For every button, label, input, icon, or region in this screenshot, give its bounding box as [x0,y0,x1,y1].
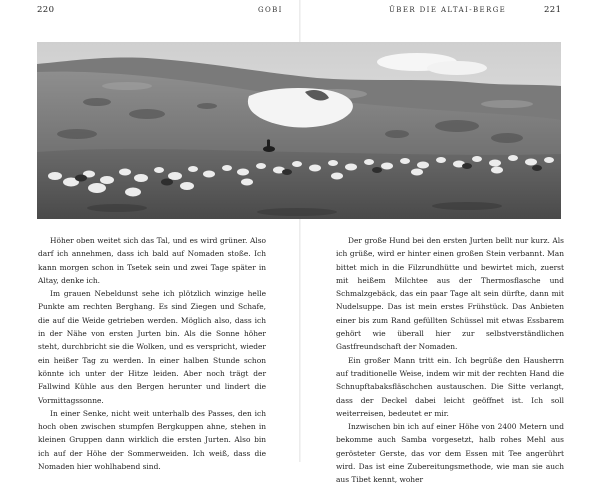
right-text-column [336,234,564,487]
left-page-number: 220 [37,5,55,15]
right-paragraph: Der große Hund bei den ersten Jurten bellt nur kurz. Als ich grüße, wird er hinter einen großen Stein verbannt. Man bittet mich in die Filzrundhütte und bewirtet mich, zuerst mit heißem Milchtee aus der Thermosflasche und Schmalzgebäck, das ein paar Tage alt sein dürfte, dann mit Nudelsuppe. Das ist mein erstes Frühstück. Das Anbieten einer bis zum Rand gefüllten Schüssel mit etwas Essbarem gehört wie überall hier zur selbstverständlichen Gastfreundschaft der Nomaden. [336,236,564,352]
left-text-column [38,234,266,473]
right-paragraph: Inzwischen bin ich auf einer Höhe von 2400 Metern und bekomme auch Samba vorgesetzt, halb rohes Mehl aus gerösteter Gerste, das vor dem Essen mit Tee angerührt wird. Das ist eine Zubereitungsmethode, wie man sie auch aus Tibet kennt, woher [336,422,564,485]
left-paragraph: In einer Senke, nicht weit unterhalb des Passes, den ich hoch oben zwischen stumpfen Bergkuppen ahne, stehen in kleinen Gruppen dann wirklich die ersten Jurten. Also bin ich auf der Höhe der Sommerweiden. Ich weiß, dass die Nomaden hier wohlhabend sind. [38,408,266,472]
right-paragraph: Ein großer Mann tritt ein. Ich begrüße den Hausherrn auf traditionelle Weise, indem wir mit der rechten Hand die Schnupftabaksfläschchen austauschen. Die Sitte verlangt, dass der Deckel dabei leicht geöffnet ist. Ich soll weiterreisen, bedeutet er mir. [336,355,564,418]
left-paragraph: Im grauen Nebeldunst sehe ich plötzlich winzige helle Punkte am rechten Berghang. Es sind Ziegen und Schafe, die auf die Weide getrieben werden. Möglich also, dass ich in der Nähe von ersten Jurten bin. Als die Sonne höher steht, durchbricht sie die Wolken, und es verspricht, wieder ein heißer Tag zu werden. In einer halben Stunde schon könnte ich unter der Hitze leiden. Aber noch trägt der Fallwind Kühle aus den Bergen herunter und lindert die Vormittagssonne. [38,289,266,405]
left-paragraph: Höher oben weitet sich das Tal, und es wird grüner. Also darf ich annehmen, dass ich bald auf Nomaden stoße. Ich kann morgen schon in Tsetek sein und zwei Tage später in Altay, denke ich. [38,236,266,285]
landscape-photo [37,42,561,219]
left-running-head: GOBI [258,6,283,14]
right-page-number: 221 [544,5,562,15]
right-running-head: ÜBER DIE ALTAI-BERGE [389,6,507,14]
